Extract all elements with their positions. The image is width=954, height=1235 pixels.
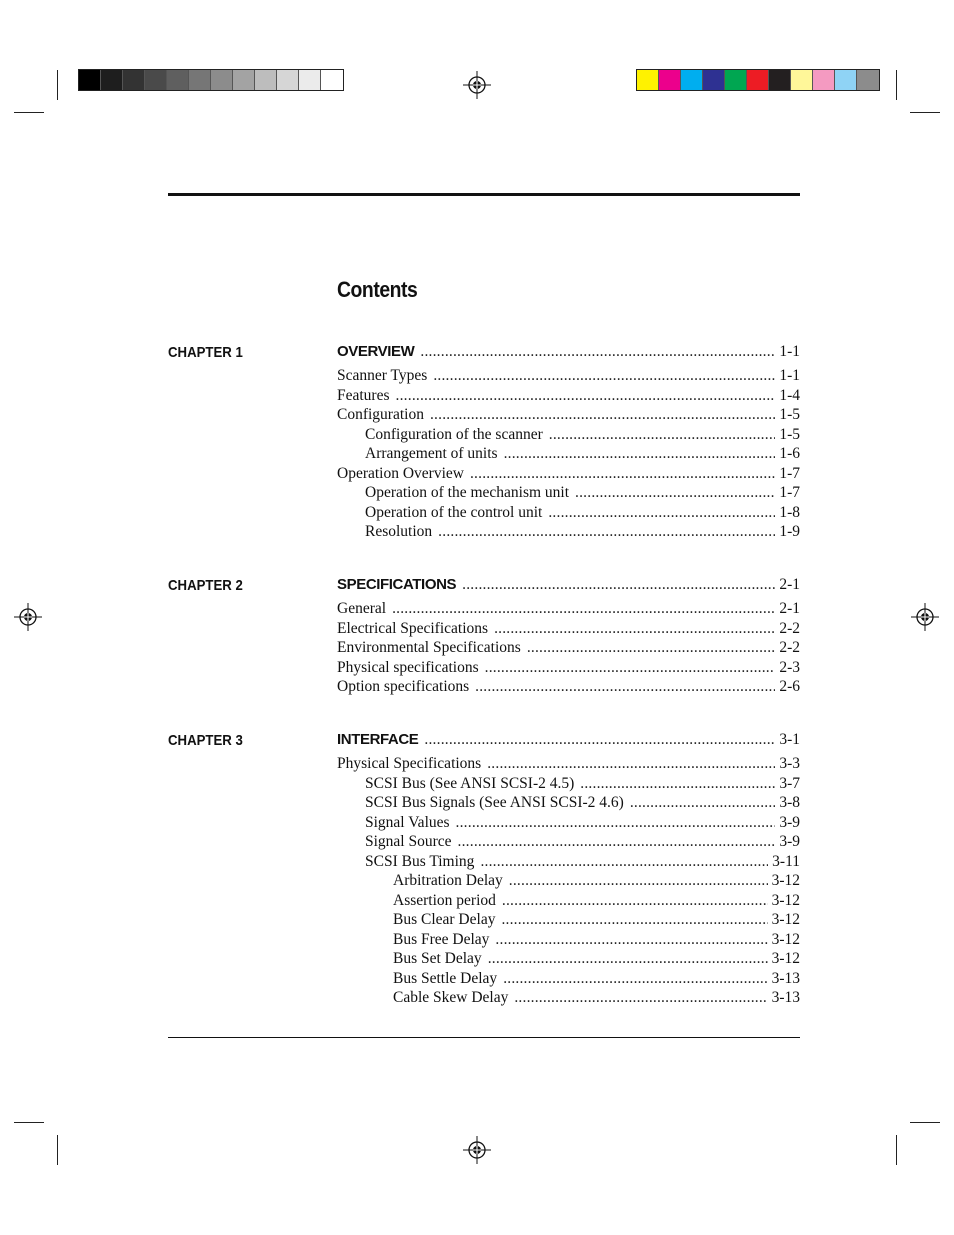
toc-entry[interactable]: [393, 989, 800, 1009]
toc-entry-title: Cable Skew Delay: [393, 989, 509, 1006]
toc-entry-title: Bus Free Delay: [393, 930, 490, 948]
toc-entry[interactable]: [365, 814, 800, 834]
toc-entry[interactable]: [365, 853, 800, 873]
dot-leader: [549, 426, 776, 444]
toc-page-number: 2-1: [779, 600, 800, 617]
toc-entry[interactable]: [365, 833, 800, 853]
toc-entry[interactable]: [365, 426, 800, 446]
dot-leader: [502, 892, 768, 910]
toc-entry[interactable]: [393, 892, 800, 912]
toc-entry[interactable]: [337, 367, 800, 387]
gray-swatch: [189, 70, 211, 90]
dot-leader: [392, 600, 775, 618]
color-swatch: [747, 70, 769, 90]
toc-entry-title: Bus Clear Delay: [393, 911, 496, 928]
toc-entry-title: SCSI Bus Timing: [365, 852, 475, 870]
toc-entry[interactable]: [365, 445, 800, 465]
toc-entry[interactable]: [393, 911, 800, 931]
chapter-heading-entry[interactable]: [337, 343, 800, 363]
toc-entry-title: Signal Source: [365, 833, 452, 850]
dot-leader: [470, 465, 775, 483]
color-swatch: [813, 70, 835, 90]
gray-swatch: [277, 70, 299, 90]
color-swatch: [791, 70, 813, 90]
toc-entry[interactable]: [337, 600, 800, 620]
toc-page-number: 3-9: [779, 833, 800, 850]
color-swatch: [725, 70, 747, 90]
gray-swatch: [101, 70, 123, 90]
toc-page-number: 2-1: [779, 576, 800, 593]
chapter-heading-title: INTERFACE: [337, 731, 419, 748]
page-title: Contents: [337, 277, 418, 302]
dot-leader: [503, 970, 767, 988]
color-swatch: [703, 70, 725, 90]
toc-page-number: 3-12: [771, 891, 800, 909]
toc-entry[interactable]: [337, 639, 800, 659]
toc-page-number: 3-13: [771, 969, 800, 987]
toc-page-number: 2-6: [779, 678, 800, 695]
color-swatch: [769, 70, 791, 90]
toc-entry-title: Assertion period: [393, 891, 496, 909]
toc-page-number: 3-1: [779, 731, 800, 748]
toc-entry-title: Scanner Types: [337, 367, 428, 384]
toc-entry[interactable]: [337, 659, 800, 679]
toc-page-number: 1-7: [779, 484, 800, 501]
crop-mark: [910, 112, 940, 113]
toc-page-number: 1-8: [779, 503, 800, 521]
toc-entry-title: Arbitration Delay: [393, 872, 503, 889]
chapter-label: CHAPTER 2: [168, 577, 243, 594]
registration-mark-icon: [463, 1136, 491, 1164]
chapter-label: CHAPTER 3: [168, 732, 243, 749]
gray-swatch: [299, 70, 321, 90]
dot-leader: [501, 911, 767, 929]
crop-mark: [896, 70, 897, 100]
toc-entry-title: Electrical Specifications: [337, 619, 489, 637]
gray-calibration-bar: [78, 69, 344, 91]
toc-page-number: 3-9: [779, 813, 800, 831]
dot-leader: [438, 523, 775, 541]
crop-mark: [896, 1135, 897, 1165]
toc-page-number: 1-5: [779, 425, 800, 443]
toc-entry-title: SCSI Bus Signals (See ANSI SCSI-2 4.6): [365, 794, 624, 811]
dot-leader: [504, 445, 776, 463]
dot-leader: [514, 989, 767, 1007]
toc-entry[interactable]: [337, 678, 800, 698]
registration-mark-icon: [911, 603, 939, 631]
toc-entry-title: Environmental Specifications: [337, 639, 521, 656]
header-rule: [168, 193, 800, 196]
toc-entry[interactable]: [365, 523, 800, 543]
toc-entry[interactable]: [393, 950, 800, 970]
dot-leader: [420, 343, 775, 361]
toc-page-number: 1-1: [779, 343, 800, 360]
gray-swatch: [79, 70, 101, 90]
toc-entry[interactable]: [337, 465, 800, 485]
dot-leader: [575, 484, 775, 502]
dot-leader: [487, 755, 775, 773]
color-swatch: [659, 70, 681, 90]
dot-leader: [433, 367, 775, 385]
toc-page-number: 1-7: [779, 464, 800, 482]
dot-leader: [548, 504, 775, 522]
toc-entry-title: Resolution: [365, 523, 433, 540]
toc-entry-title: SCSI Bus (See ANSI SCSI-2 4.5): [365, 774, 575, 792]
toc-entry-title: Arrangement of units: [365, 445, 498, 462]
toc-entry[interactable]: [337, 406, 800, 426]
toc-entry[interactable]: [365, 484, 800, 504]
toc-entry[interactable]: [393, 970, 800, 990]
dot-leader: [485, 659, 776, 677]
toc-entry-title: Operation Overview: [337, 464, 464, 482]
dot-leader: [488, 950, 768, 968]
toc-entry-title: Bus Settle Delay: [393, 969, 498, 987]
dot-leader: [424, 731, 775, 749]
chapter-label: CHAPTER 1: [168, 344, 243, 361]
toc-entry-title: Features: [337, 386, 390, 404]
toc-entry-title: Configuration of the scanner: [365, 425, 543, 443]
toc-entry[interactable]: [365, 504, 800, 524]
crop-mark: [14, 112, 44, 113]
toc-page-number: 3-13: [771, 989, 800, 1006]
toc-page-number: 3-12: [771, 930, 800, 948]
toc-entry-title: Physical specifications: [337, 658, 479, 676]
dot-leader: [509, 872, 768, 890]
footer-rule: [168, 1037, 800, 1038]
toc-page-number: 3-3: [779, 755, 800, 772]
toc-entry-title: Operation of the mechanism unit: [365, 484, 570, 501]
toc-entry-title: Signal Values: [365, 813, 450, 831]
toc-entry-title: Physical Specifications: [337, 755, 482, 772]
dot-leader: [430, 406, 775, 424]
dot-leader: [458, 833, 776, 851]
dot-leader: [462, 576, 775, 594]
dot-leader: [494, 620, 775, 638]
color-swatch: [857, 70, 879, 90]
dot-leader: [480, 853, 768, 871]
crop-mark: [14, 1122, 44, 1123]
toc-entry[interactable]: [393, 872, 800, 892]
crop-mark: [57, 1135, 58, 1165]
toc-page-number: 1-4: [779, 386, 800, 404]
toc-page-number: 2-2: [779, 639, 800, 656]
toc-entry-title: Bus Set Delay: [393, 950, 482, 967]
toc-entry[interactable]: [365, 794, 800, 814]
toc-entry-title: Operation of the control unit: [365, 503, 543, 521]
toc-entry-title: Option specifications: [337, 678, 470, 695]
toc-entry[interactable]: [337, 620, 800, 640]
toc-entry-title: Configuration: [337, 406, 424, 423]
toc-entry[interactable]: [393, 931, 800, 951]
toc-page-number: 2-3: [779, 658, 800, 676]
dot-leader: [527, 639, 776, 657]
registration-mark-icon: [14, 603, 42, 631]
toc-page-number: 3-11: [772, 852, 800, 870]
toc-page-number: 1-9: [779, 523, 800, 540]
toc-page-number: 1-6: [779, 445, 800, 462]
color-swatch: [835, 70, 857, 90]
dot-leader: [456, 814, 776, 832]
toc-page-number: 1-1: [779, 367, 800, 384]
toc-page-number: 3-12: [771, 872, 800, 889]
gray-swatch: [255, 70, 277, 90]
toc-page-number: 3-7: [779, 774, 800, 792]
toc-page-number: 3-8: [779, 794, 800, 811]
toc-page-number: 3-12: [771, 950, 800, 967]
chapter-heading-entry[interactable]: [337, 731, 800, 751]
toc-entry[interactable]: [337, 755, 800, 775]
crop-mark: [57, 70, 58, 100]
gray-swatch: [233, 70, 255, 90]
gray-swatch: [321, 70, 343, 90]
crop-mark: [910, 1122, 940, 1123]
dot-leader: [630, 794, 776, 812]
dot-leader: [475, 678, 775, 696]
chapter-heading-title: OVERVIEW: [337, 343, 415, 360]
gray-swatch: [145, 70, 167, 90]
toc-page-number: 2-2: [779, 619, 800, 637]
dot-leader: [396, 387, 776, 405]
toc-entry-title: General: [337, 600, 387, 617]
color-calibration-bar: [636, 69, 880, 91]
toc-entry[interactable]: [365, 775, 800, 795]
color-swatch: [637, 70, 659, 90]
gray-swatch: [167, 70, 189, 90]
toc-page-number: 3-12: [771, 911, 800, 928]
dot-leader: [580, 775, 775, 793]
gray-swatch: [211, 70, 233, 90]
toc-page-number: 1-5: [779, 406, 800, 423]
chapter-heading-entry[interactable]: [337, 576, 800, 596]
gray-swatch: [123, 70, 145, 90]
toc-entry[interactable]: [337, 387, 800, 407]
dot-leader: [495, 931, 767, 949]
chapter-heading-title: SPECIFICATIONS: [337, 576, 457, 593]
color-swatch: [681, 70, 703, 90]
registration-mark-icon: [463, 71, 491, 99]
